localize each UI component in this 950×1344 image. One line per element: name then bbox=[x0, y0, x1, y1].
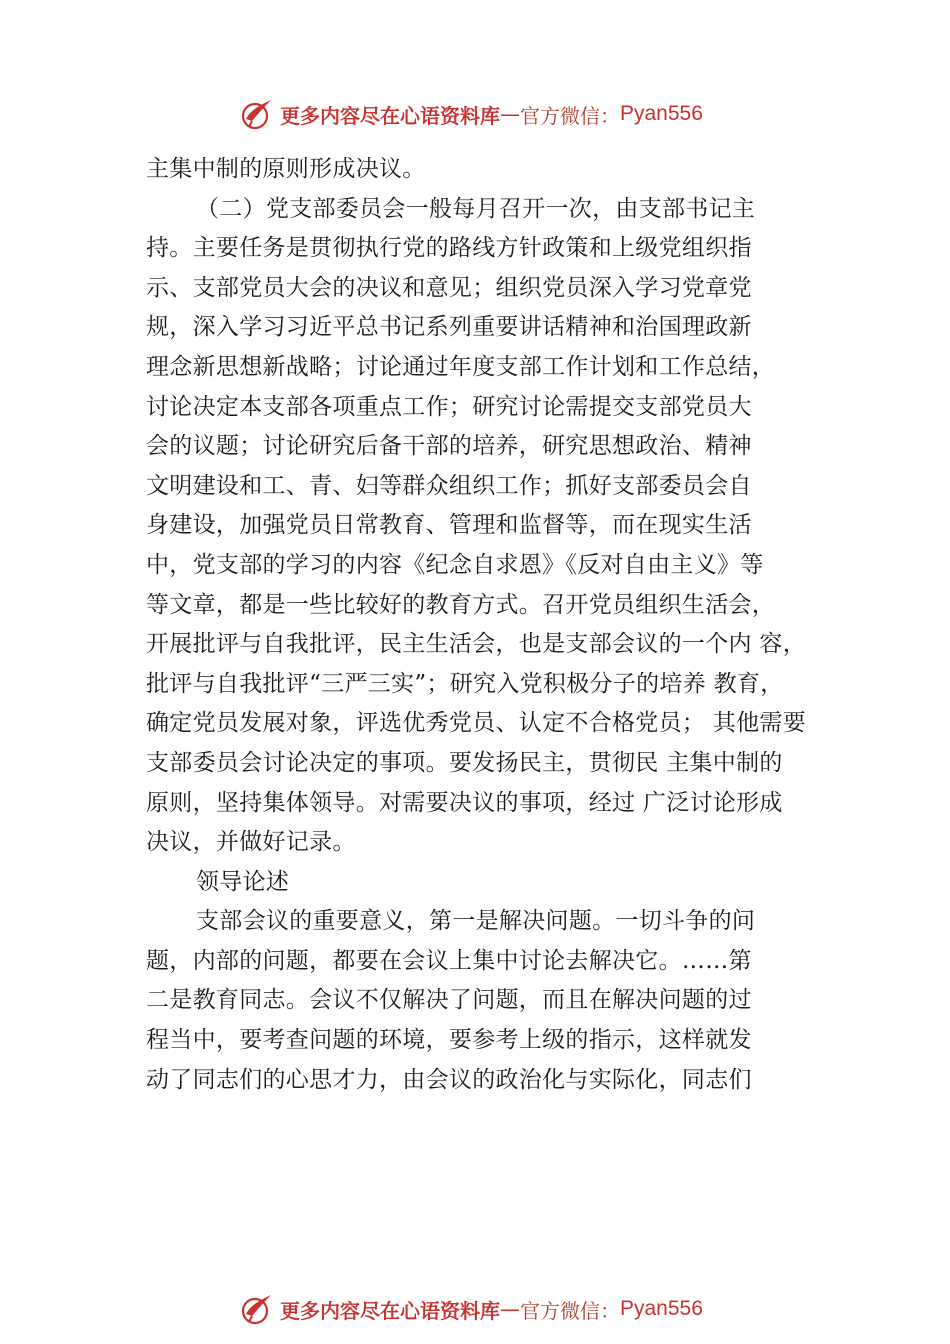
watermark-brand: 更多内容尽在心语资料库 bbox=[280, 103, 500, 128]
body-line: 程当中，要考查问题的环境，要参考上级的指示，这样就发 bbox=[146, 1027, 752, 1054]
watermark-wechat-id: Pyan556 bbox=[620, 102, 703, 125]
watermark-wechat-id: Pyan556 bbox=[620, 1297, 703, 1320]
body-line: 题，内部的问题，都要在会议上集中讨论去解决它。……第 bbox=[146, 947, 752, 974]
paragraph-start-line: 支部会议的重要意义，第一是解决问题。一切斗争的问 bbox=[196, 908, 756, 935]
section-heading: 领导论述 bbox=[196, 868, 290, 895]
watermark-separator: — bbox=[500, 102, 520, 126]
body-line: 支部委员会讨论决定的事项。要发扬民主，贯彻民 主集中制的 bbox=[146, 749, 783, 776]
watermark-wechat-label: 官方微信： bbox=[520, 1298, 620, 1323]
body-line: 中，党支部的学习的内容《纪念自求恩》《反对自由主义》等 bbox=[146, 551, 764, 578]
body-line: 二是教育同志。会议不仅解决了问题，而且在解决问题的过 bbox=[146, 987, 752, 1014]
body-line: 决议，并做好记录。 bbox=[146, 829, 356, 856]
watermark-brand: 更多内容尽在心语资料库 bbox=[280, 1298, 500, 1323]
footer-watermark bbox=[240, 1289, 703, 1329]
body-line: 持。主要任务是贯彻执行党的路线方针政策和上级党组织指 bbox=[146, 235, 752, 262]
body-line: 讨论决定本支部各项重点工作；研究讨论需提交支部党员大 bbox=[146, 393, 752, 420]
body-line: 原则，坚持集体领导。对需要决议的事项，经过 广泛讨论形成 bbox=[146, 789, 783, 816]
document-body bbox=[146, 150, 806, 1100]
watermark-separator: — bbox=[500, 1297, 520, 1321]
body-line: 批评与自我批评“三严三实”；研究入党积极分子的培养 教育， bbox=[146, 670, 784, 697]
body-line: 主集中制的原则形成决议。 bbox=[146, 156, 426, 182]
body-line: 身建设，加强党员日常教育、管理和监督等，而在现实生活 bbox=[146, 512, 752, 539]
watermark-wechat-label: 官方微信： bbox=[520, 103, 620, 128]
body-line: 确定党员发展对象，评选优秀党员、认定不合格党员； 其他需要 bbox=[146, 710, 807, 737]
paragraph-start-line: （二）党支部委员会一般每月召开一次，由支部书记主 bbox=[196, 195, 756, 222]
quill-pen-logo-icon bbox=[240, 1292, 274, 1326]
body-line: 动了同志们的心思才力，由会议的政治化与实际化，同志们 bbox=[146, 1066, 752, 1093]
body-line: 理念新思想新战略；讨论通过年度支部工作计划和工作总结， bbox=[146, 353, 776, 380]
header-watermark bbox=[240, 94, 703, 134]
body-line: 规，深入学习习近平总书记系列重要讲话精神和治国理政新 bbox=[146, 314, 752, 341]
body-line: 开展批评与自我批评，民主生活会，也是支部会议的一个内 容， bbox=[146, 631, 807, 658]
body-line: 文明建设和工、青、妇等群众组织工作；抓好支部委员会自 bbox=[146, 472, 752, 499]
body-line: 等文章，都是一些比较好的教育方式。召开党员组织生活会， bbox=[146, 591, 776, 618]
body-line: 示、支部党员大会的决议和意见；组织党员深入学习党章党 bbox=[146, 274, 752, 301]
quill-pen-logo-icon bbox=[240, 97, 274, 131]
body-line: 会的议题；讨论研究后备干部的培养，研究思想政治、精神 bbox=[146, 433, 752, 460]
